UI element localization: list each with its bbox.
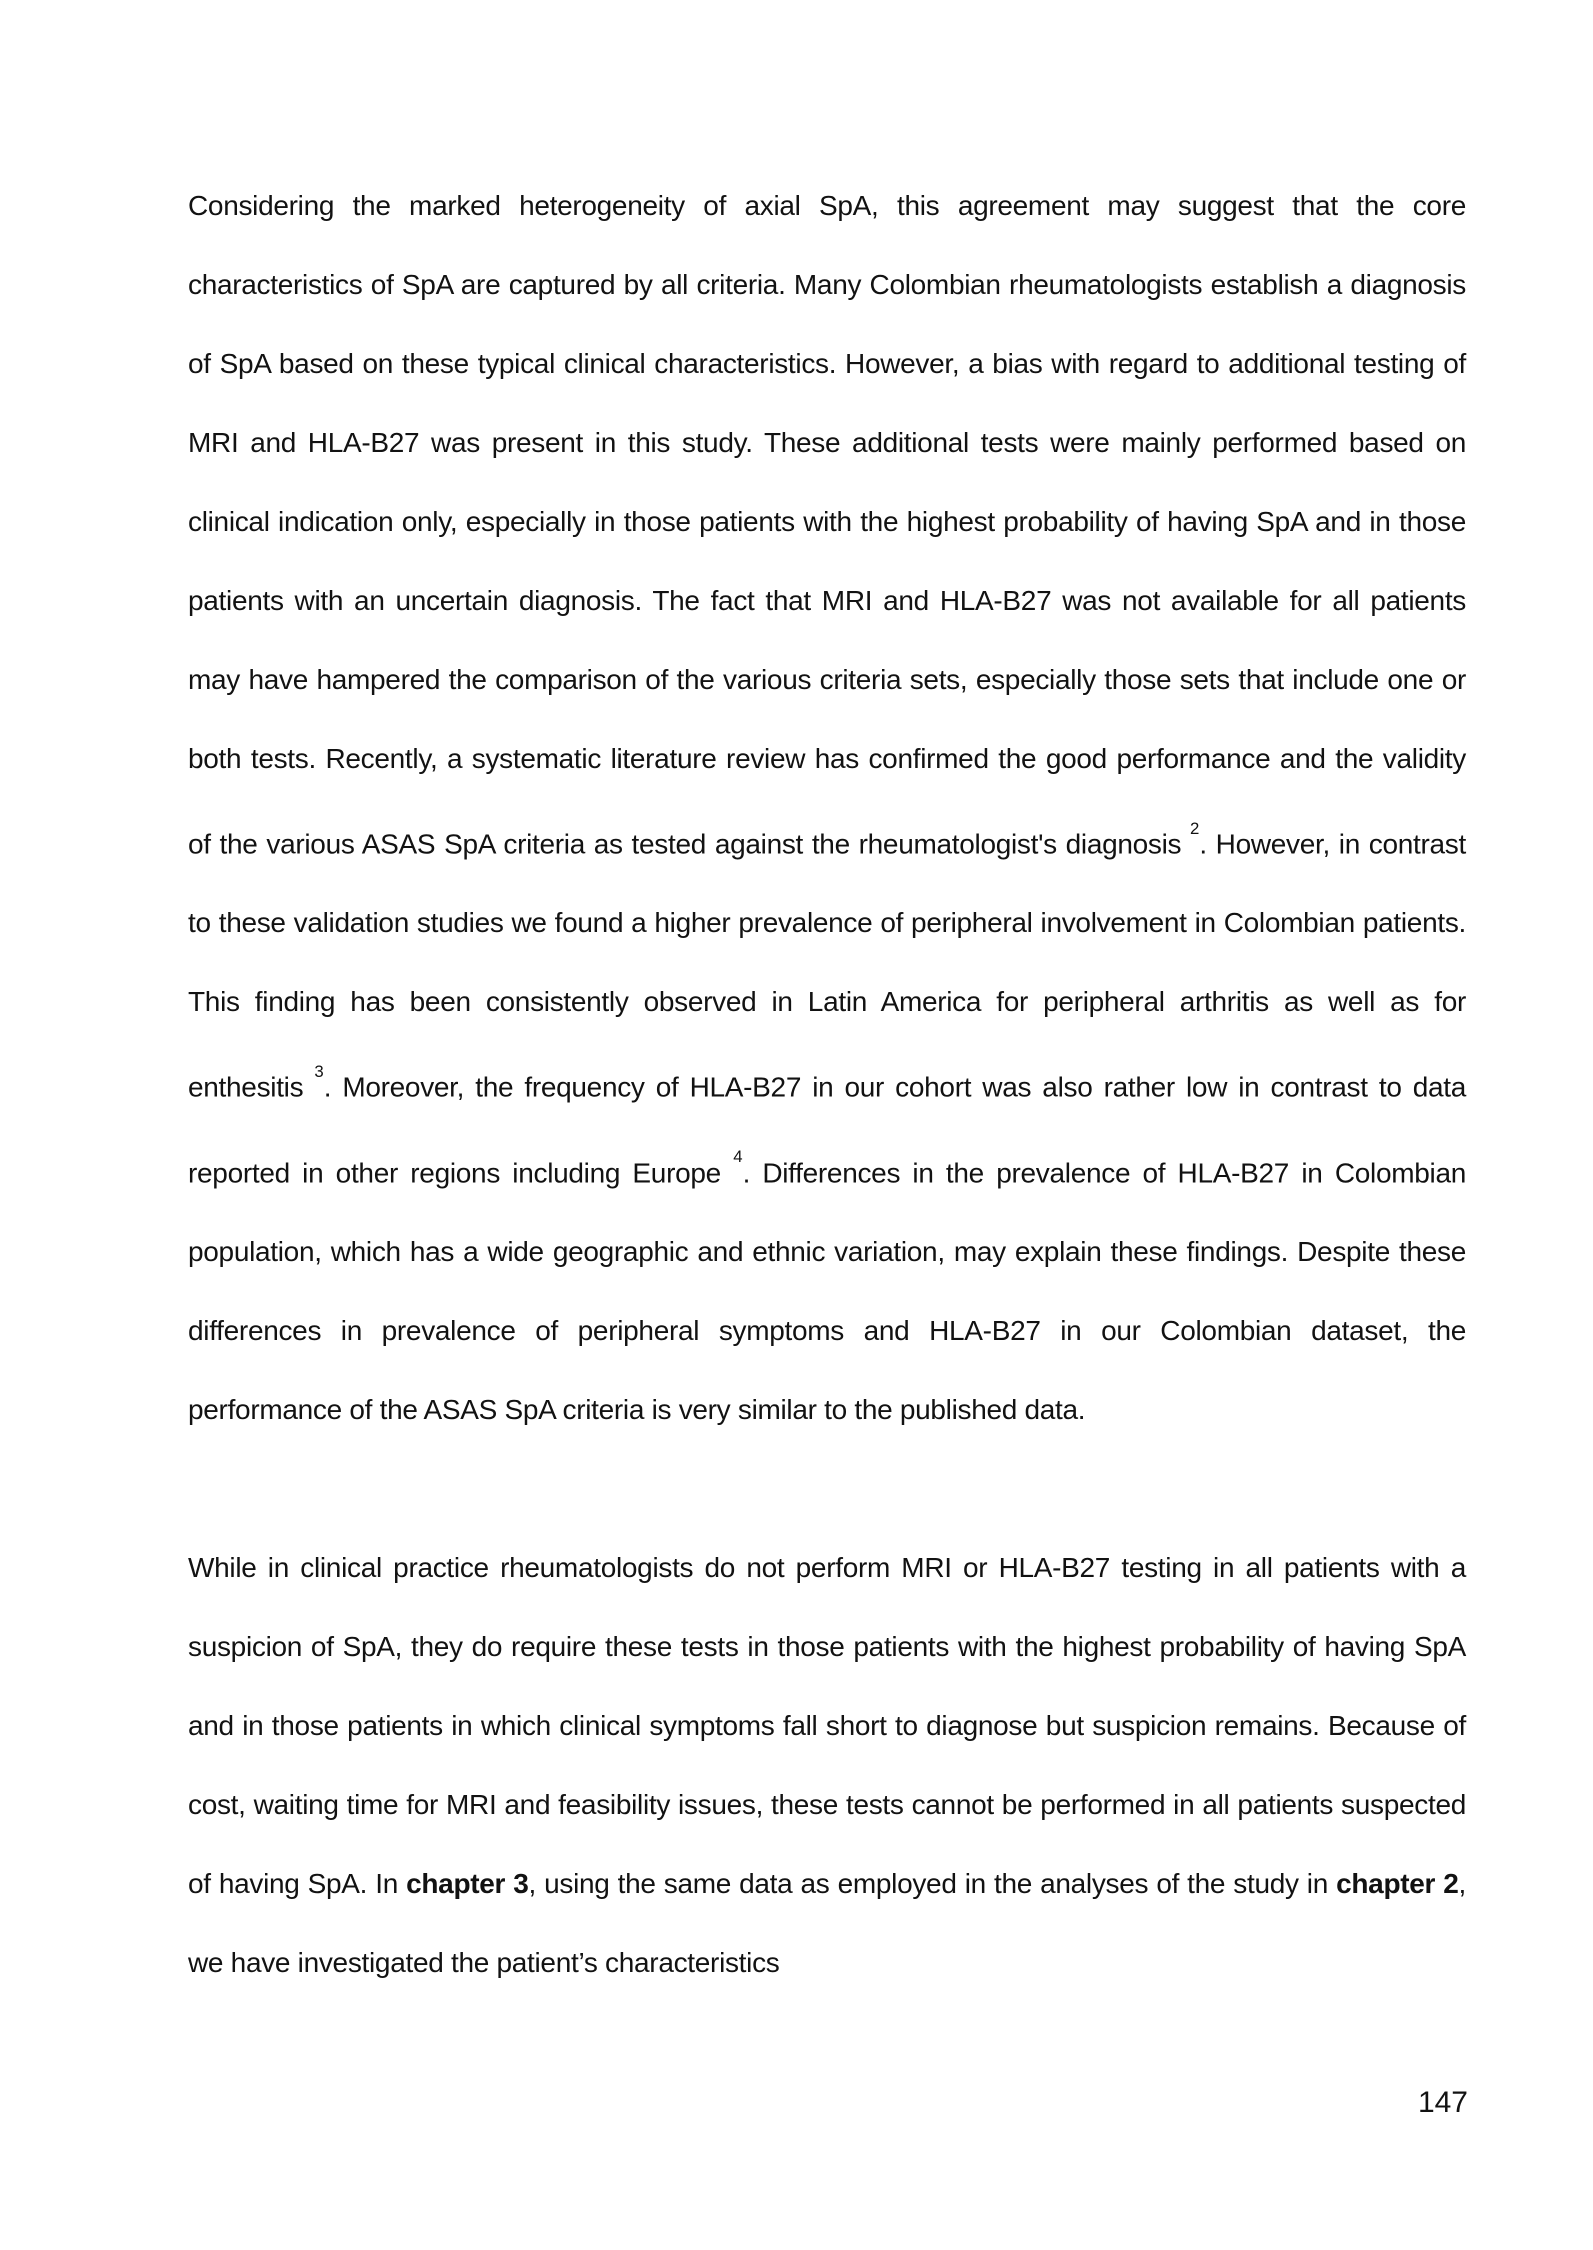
reference-superscript-2: 2	[1190, 818, 1200, 838]
text-run: . Differences in the prevalence of HLA-B27 in Colombian population, which has a wide geographic and ethnic variation, may explain these findings. Despite these differences in prevalence of peripheral symptoms and HLA-B27 in our Colombian dataset, the performance of the ASAS SpA criteria is very similar to the published data.	[188, 1156, 1466, 1425]
paragraph-discussion-1	[188, 166, 1466, 1449]
text-run: . However, in contrast to these validation studies we found a higher prevalence of peripheral involvement in Colombian patients. This finding has been consistently observed in Latin America for peripheral arthritis as well as for enthesitis	[188, 828, 1466, 1103]
text-run: , using the same data as employed in the analyses of the study in	[528, 1867, 1337, 1899]
text-run: . Moreover, the frequency of HLA-B27 in our cohort was also rather low in contrast to data reported in other regions including Europe	[188, 1071, 1466, 1188]
text-run: Considering the marked heterogeneity of axial SpA, this agreement may suggest that the core characteristics of SpA are captured by all criteria. Many Colombian rheumatologists establish a diagnosis of SpA based on these typical clinical characteristics. However, a bias with regard to additional testing of MRI and HLA-B27 was present in this study. These additional tests were mainly performed based on clinical indication only, especially in those patients with the highest probability of having SpA and in those patients with an uncertain diagnosis. The fact that MRI and HLA-B27 was not available for all patients may have hampered the comparison of the various criteria sets, especially those sets that include one or both tests. Recently, a systematic literature review has confirmed the good performance and the validity of the various ASAS SpA criteria as tested against the rheumatologist's diagnosis	[188, 190, 1466, 860]
text-run: While in clinical practice rheumatologists do not perform MRI or HLA-B27 testing in all patients with a suspicion of SpA, they do require these tests in those patients with the highest probability of having SpA and in those patients in which clinical symptoms fall short to diagnose but suspicion remains. Because of cost, waiting time for MRI and feasibility issues, these tests cannot be performed in all patients suspected of having SpA. In	[188, 1551, 1466, 1899]
paragraph-discussion-2	[188, 1528, 1466, 2002]
bold-chapter-2-reference: chapter 2	[1336, 1867, 1459, 1899]
text-run: , we have investigated the patient’s characteristics	[188, 1867, 1467, 1978]
reference-superscript-4: 4	[733, 1147, 743, 1167]
bold-chapter-3-reference: chapter 3	[406, 1867, 529, 1899]
reference-superscript-3: 3	[314, 1062, 324, 1082]
text-block	[188, 166, 1466, 2002]
page-number: 147	[1417, 2086, 1468, 2119]
